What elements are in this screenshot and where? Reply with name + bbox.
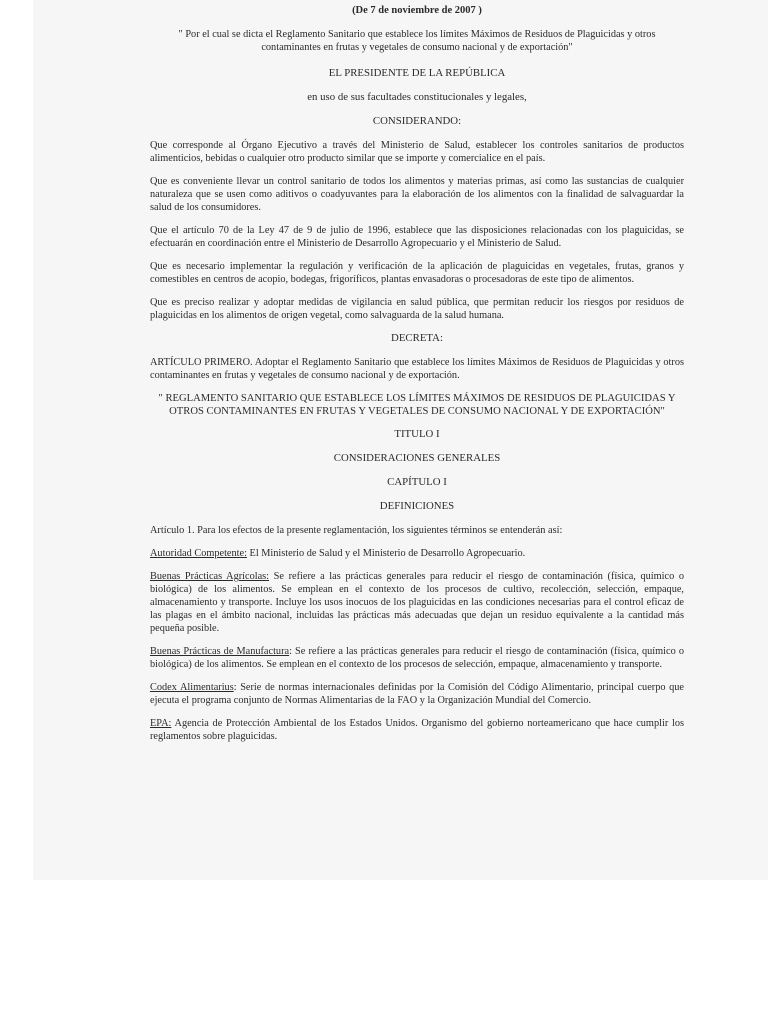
consideration-paragraph: Que es necesario implementar la regulación y verificación de la aplicación de plaguicidas en vegetales, frutas, granos y comestibles en centros de acopio, bodegas, frigoríficos, plantas envasadoras o procesadoras de este tipo de alimentos. xyxy=(150,261,684,285)
titulo-name: CONSIDERACIONES GENERALES xyxy=(333,452,501,464)
considerando-heading: CONSIDERANDO: xyxy=(372,115,462,127)
decree-date: (De 7 de noviembre de 2007 ) xyxy=(352,5,482,16)
consideration-paragraph: Que el artículo 70 de la Ley 47 de 9 de julio de 1996, establece que las disposiciones relacionadas con los plaguicidas, se efectuarán en coordinación entre el Ministerio de Desarrollo Agropecuario y el Ministerio de Salud. xyxy=(150,225,684,249)
definition-item xyxy=(150,547,684,560)
decree-subject: " Por el cual se dicta el Reglamento Sanitario que establece los límites Máximos de Residuos de Plaguicidas y otros contaminantes en frutas y vegetales de consumo nacional y de exportación" xyxy=(178,29,656,53)
faculties-line: en uso de sus facultades constitucionales y legales, xyxy=(307,91,527,103)
definition-text: El Ministerio de Salud y el Ministerio de Desarrollo Agropecuario. xyxy=(246,548,526,559)
definition-item xyxy=(150,570,684,635)
article-1: Artículo 1. Para los efectos de la presente reglamentación, los siguientes términos se entenderán así: xyxy=(150,525,563,536)
consideration-paragraph: Que corresponde al Órgano Ejecutivo a través del Ministerio de Salud, establecer los controles sanitarios de productos alimenticios, bebidas o cualquier otro producto similar que se importe y comercialice en el país. xyxy=(150,140,684,164)
consideration-paragraph: Que es preciso realizar y adoptar medidas de vigilancia en salud pública, que permitan reducir los riesgos por residuos de plaguicidas en los alimentos de origen vegetal, como salvaguarda de la salud humana. xyxy=(150,297,684,321)
definition-term: Buenas Prácticas de Manufactura xyxy=(150,646,290,657)
definition-term: Buenas Prácticas Agrícolas: xyxy=(150,571,270,582)
definition-item xyxy=(150,717,684,743)
president-heading: EL PRESIDENTE DE LA REPÚBLICA xyxy=(328,67,506,79)
definition-item xyxy=(150,645,684,671)
definition-text: Se refiere a las prácticas generales para reducir el riesgo de contaminación (física, químico o biológica) de los alimentos. Se emplean en el contexto de los procesos de cultivo, recolección, selección, empaque, almacenamiento y transporte. Incluye los usos inocuos de los plaguicidas en las condiciones necesarias para el control eficaz de las plagas en el ámbito nacional, incluidas las prácticas más adecuadas que dejan un residuo equivalente a la cantidad más pequeña posible. xyxy=(150,571,684,634)
capitulo-name: DEFINICIONES xyxy=(379,500,455,512)
article-first: ARTÍCULO PRIMERO. Adoptar el Reglamento Sanitario que establece los límites Máximos de Residuos de Plaguicidas y otros contaminantes en frutas y vegetales de consumo nacional y de exportación. xyxy=(150,357,684,381)
definition-text: : Serie de normas internacionales definidas por la Comisión del Código Alimentario, principal cuerpo que ejecuta el programa conjunto de Normas Alimentarias de la FAO y la Organización Mundial del Comercio. xyxy=(150,682,684,706)
document-content xyxy=(150,4,684,753)
definition-term: Autoridad Competente: xyxy=(150,548,247,559)
decreta-heading: DECRETA: xyxy=(391,332,443,344)
definition-item xyxy=(150,681,684,707)
definition-text: : Se refiere a las prácticas generales para reducir el riesgo de contaminación (física, químico o biológica) de los alimentos. Se emplean en el contexto de los procesos de selección, empaque, almacenamiento y transporte. xyxy=(150,646,684,670)
definition-text: Agencia de Protección Ambiental de los Estados Unidos. Organismo del gobierno norteamericano que hace cumplir los reglamentos sobre plaguicidas. xyxy=(150,718,684,742)
titulo-heading: TITULO I xyxy=(394,428,440,440)
consideration-paragraph: Que es conveniente llevar un control sanitario de todos los alimentos y materias primas, así como las sustancias de cualquier naturaleza que se usen como aditivos o coadyuvantes para la elaboración de los alimentos con la finalidad de salvaguardar la salud de los consumidores. xyxy=(150,176,684,213)
definition-term: Codex Alimentarius xyxy=(150,682,234,693)
regulation-title: " REGLAMENTO SANITARIO QUE ESTABLECE LOS LÍMITES MÁXIMOS DE RESIDUOS DE PLAGUICIDAS Y OTROS CONTAMINANTES EN FRUTAS Y VEGETALES DE CONSUMO NACIONAL Y DE EXPORTACIÓN" xyxy=(158,393,676,417)
capitulo-heading: CAPÍTULO I xyxy=(387,476,447,488)
definition-term: EPA: xyxy=(150,718,172,729)
